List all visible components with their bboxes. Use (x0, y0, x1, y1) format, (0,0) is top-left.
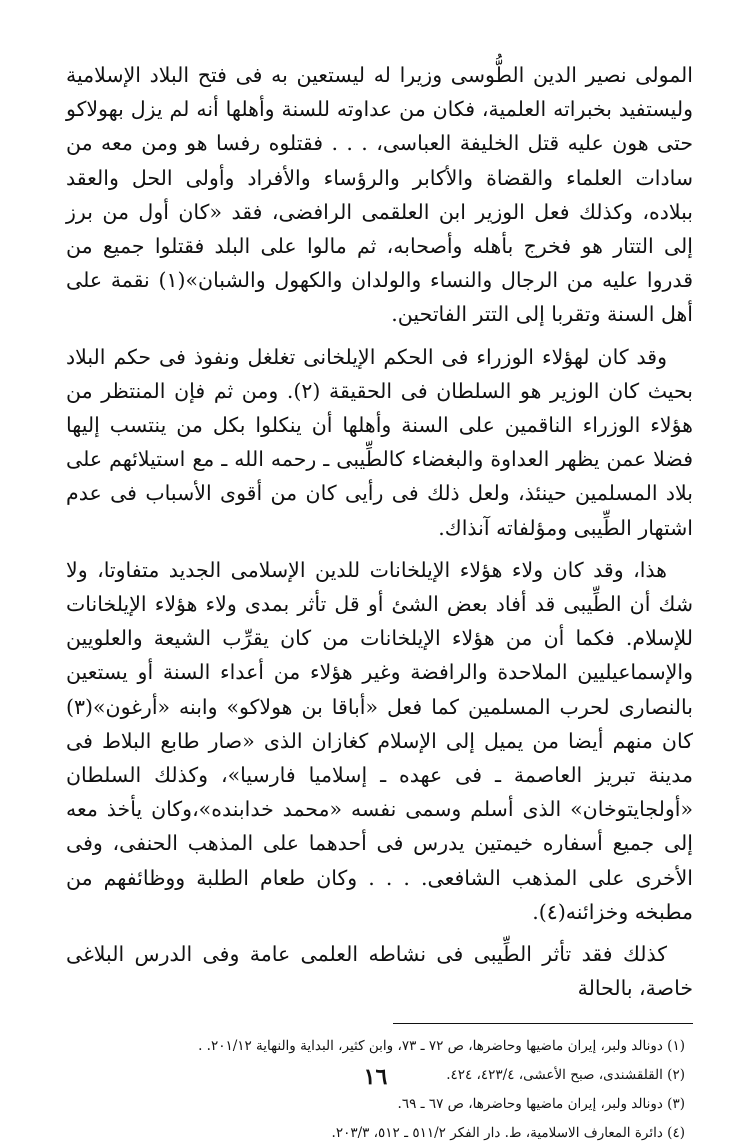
footnote-divider (393, 1023, 693, 1024)
paragraph-1: المولى نصير الدين الطُّوسى وزيرا له ليستعين به فى فتح البلاد الإسلامية وليستفيد بخبراته العلمية، فكان من عداوته للسنة وأهلها أنه لم يزل بهولاكو حتى هون عليه قتل الخليفة العباسى، . . . فقتلوه رفسا هو ومن معه من سادات العلماء والقضاة والأكابر والرؤساء والأفراد وأولى الحل والعقد ببلاده، وكذلك فعل الوزير ابن العلقمى الرافضى، فقد «كان أول من برز إلى التتار هو فخرج بأهله وأصحابه، ثم مالوا على البلد فقتلوا جميع من قدروا عليه من الرجال والنساء والولدان والكهول والشبان»(١) نقمة على أهل السنة وتقربا إلى التتر الفاتحين. (66, 63, 693, 327)
footnote-2: (٢) القلقشندى، صبح الأعشى، ٤٢٣/٤، ٤٢٤. (446, 1067, 685, 1084)
paragraph-2: وقد كان لهؤلاء الوزراء فى الحكم الإيلخانى تغلغل ونفوذ فى حكم البلاد بحيث كان الوزير هو السلطان فى الحقيقة (٢). ومن ثم فإن المنتظر من هؤلاء الوزراء الناقمين على السنة وأهلها أن ينكلوا بكل من ينتسب إليها فضلا عمن يظهر العداوة والبغضاء كالطِّيبى ـ رحمه الله ـ مع استيلائهم على بلاد المسلمين حينئذ، ولعل ذلك فى رأيى كان من أقوى الأسباب فى عدم اشتهار الطِّيبى ومؤلفاته آنذاك. (66, 344, 693, 540)
footnote-4: (٤) دائرة المعارف الاسلامية، ط. دار الفكر ٥١١/٢ ـ ٥١٢، ٢٠٣/٣. (331, 1125, 685, 1142)
page-number: ١٦ (363, 1064, 388, 1090)
paragraph-3: هذا، وقد كان ولاء هؤلاء الإيلخانات للدين الإسلامى الجديد متفاوتا، ولا شك أن الطِّيبى قد أفاد بعض الشئ أو قل تأثر بمدى ولاء هؤلاء الإيلخانات للإسلام. فكما أن من هؤلاء الإيلخانات من كان يقرِّب الشيعة والعلويين والإسماعيليين الملاحدة والرافضة وغير هؤلاء من أعداء السنة أو يستعين بالنصارى لحرب المسلمين كما فعل «أباقا بن هولاكو» وابنه «أرغون»(٣) كان منهم أيضا من يميل إلى الإسلام كغازان الذى «صار طابع البلاط فى مدينة تبريز العاصمة ـ فى عهده ـ إسلاميا فارسيا»، وكذلك السلطان «أولجايتوخان» الذى أسلم وسمى نفسه «محمد خدابنده»،وكان يأخذ معه إلى جميع أسفاره خيمتين يدرس فى أحدهما على المذهب الحنفى، وفى الأخرى على المذهب الشافعى. . . . وكان طعام الطلبة ووظائفهم من مطبخه وخزائنه(٤). (66, 557, 693, 924)
paragraph-4: كذلك فقد تأثر الطِّيبى فى نشاطه العلمى عامة وفى الدرس البلاغى خاصة، بالحالة (66, 942, 693, 1001)
footnote-1: (١) دونالد ولبر، إيران ماضيها وحاضرها، ص ٧٢ ـ ٧٣، وابن كثير، البداية والنهاية ٢٠١/١٢. . (198, 1038, 685, 1055)
footnotes (66, 1032, 693, 1148)
main-text (66, 58, 693, 1005)
footnote-3: (٣) دونالد ولبر، إيران ماضيها وحاضرها، ص ٦٧ ـ ٦٩. (397, 1096, 685, 1113)
